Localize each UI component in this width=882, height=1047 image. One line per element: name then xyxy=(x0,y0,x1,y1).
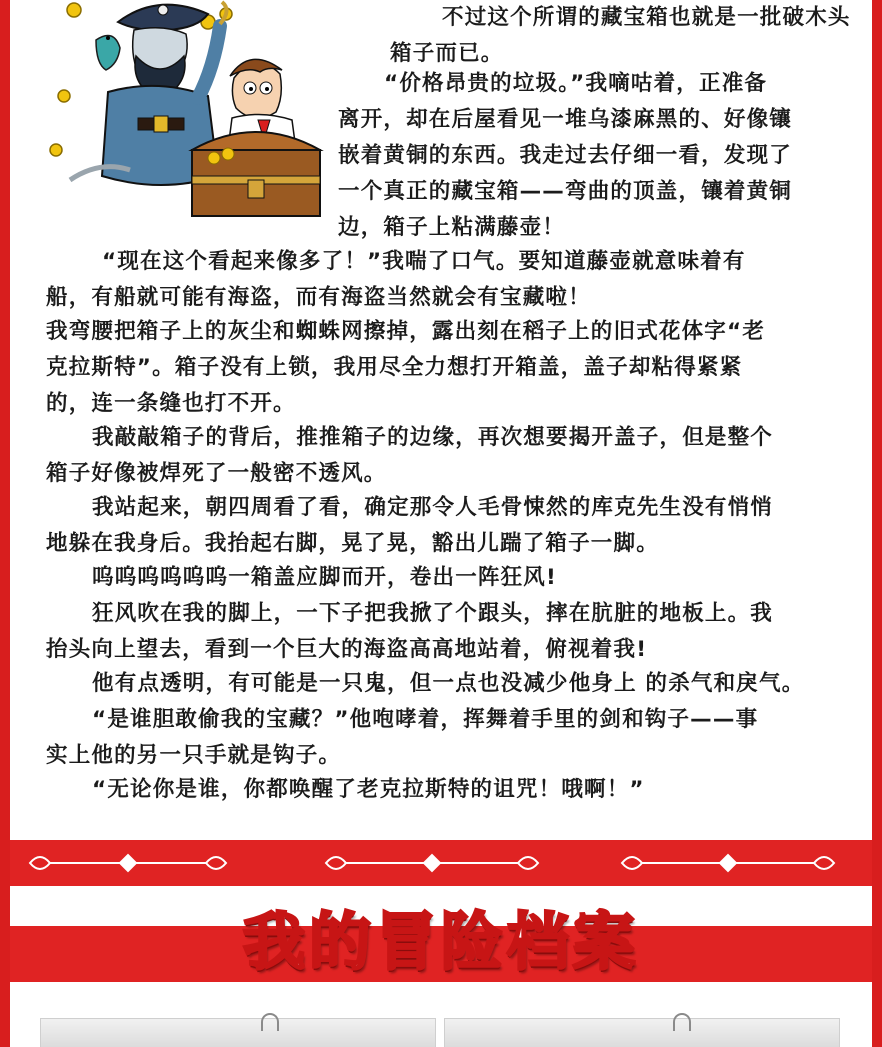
text-line: 呜呜呜呜呜呜一箱盖应脚而开，卷出一阵狂风! xyxy=(92,565,558,590)
paragraph-3 xyxy=(46,244,746,316)
text-line: 我站起来，朝四周看了看，确定那令人毛骨悚然的库克先生没有悄悄 xyxy=(92,495,774,520)
text-line: 的，连一条缝也打不开。 xyxy=(46,391,296,416)
text-line: 嵌着黄铜的东西。我走过去仔细一看，发现了 xyxy=(338,143,793,168)
paragraph-2 xyxy=(338,66,792,246)
paragraph-7 xyxy=(46,560,557,596)
text-line: 箱子好像被焊死了一般密不透风。 xyxy=(46,461,387,486)
adventure-file-section xyxy=(10,840,872,1047)
ornament-divider xyxy=(10,848,872,878)
text-line: 我敲敲箱子的背后，推推箱子的边缘，再次想要揭开盖子，但是整个 xyxy=(92,425,774,450)
paragraph-9 xyxy=(46,666,804,702)
text-line: 他有点透明，有可能是一只鬼，但一点也没减少他身上 的杀气和戾气。 xyxy=(92,671,805,696)
paragraph-6 xyxy=(46,490,773,562)
text-line: “是谁胆敢偷我的宝藏？”他咆哮着，挥舞着手里的剑和钩子——事 xyxy=(92,707,759,732)
paragraph-4 xyxy=(46,314,765,422)
hook-icon xyxy=(261,1013,279,1031)
text-line: “现在这个看起来像多了！”我喘了口气。要知道藤壶就意味着有 xyxy=(102,249,746,274)
text-line: 狂风吹在我的脚上，一下子把我掀了个跟头，摔在肮脏的地板上。我 xyxy=(92,601,774,626)
text-line: “无论你是谁，你都唤醒了老克拉斯特的诅咒！哦啊！” xyxy=(92,777,645,802)
photo-row xyxy=(40,1018,840,1047)
ornament-left xyxy=(30,855,226,871)
paragraph-1 xyxy=(338,0,851,72)
text-line: 克拉斯特”。箱子没有上锁，我用尽全力想打开箱盖，盖子却粘得紧紧 xyxy=(46,355,743,380)
ornament-center xyxy=(326,855,538,871)
section-title: 我的冒险档案 xyxy=(242,905,639,978)
text-line: 边，箱子上粘满藤壶！ xyxy=(338,215,566,240)
pirate-illustration xyxy=(38,0,336,222)
paragraph-11 xyxy=(46,772,645,808)
text-line: 地躲在我身后。我抬起右脚，晃了晃，豁出儿踹了箱子一脚。 xyxy=(46,531,659,556)
ornament-right xyxy=(622,855,834,871)
text-line: 一个真正的藏宝箱——弯曲的顶盖，镶着黄铜 xyxy=(338,179,793,204)
photo-thumbnail xyxy=(40,1018,436,1047)
text-line: 箱子而已。 xyxy=(390,41,504,66)
page-frame xyxy=(10,0,872,1047)
text-line: 实上他的另一只手就是钩子。 xyxy=(46,743,342,768)
text-line: 抬头向上望去，看到一个巨大的海盗高高地站着，俯视着我! xyxy=(46,637,648,662)
paragraph-5 xyxy=(46,420,773,492)
story-section xyxy=(10,0,872,840)
text-line: “价格昂贵的垃圾。”我嘀咕着，正准备 xyxy=(384,71,768,96)
paragraph-10 xyxy=(46,702,758,774)
text-line: 不过这个所谓的藏宝箱也就是一批破木头 xyxy=(442,5,851,30)
text-line: 船，有船就可能有海盗，而有海盗当然就会有宝藏啦！ xyxy=(46,285,591,310)
hook-icon xyxy=(673,1013,691,1031)
paragraph-8 xyxy=(46,596,773,668)
text-line: 我弯腰把箱子上的灰尘和蜘蛛网擦掉，露出刻在稻子上的旧式花体字“老 xyxy=(46,319,766,344)
text-line: 离开，却在后屋看见一堆乌漆麻黑的、好像镶 xyxy=(338,107,793,132)
photo-thumbnail xyxy=(444,1018,840,1047)
